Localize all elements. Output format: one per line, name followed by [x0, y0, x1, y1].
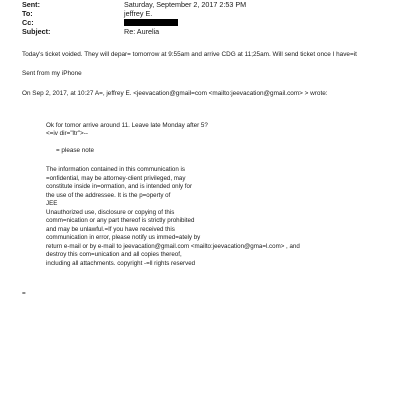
- body-line-ticket: Today's ticket voided. They will depar= tomorrow at 9:55am and arrive CDG at 11;25am. Will send ticket once I have=it: [22, 51, 357, 58]
- body-line-attribution: On Sep 2, 2017, at 10:27 A=, jeffrey E. <jeevacation@gmail=com <mailto:jeevacation@gmail.com> > wrote:: [22, 90, 328, 97]
- header-to-row: [22, 9, 152, 18]
- to-value: jeffrey E.: [124, 9, 153, 18]
- header-sent-row: [22, 0, 246, 9]
- disclaimer-line: the use of the addressee. It is the p=operty of: [46, 191, 171, 199]
- quote-line-markup: <=iv dir="ltr">--: [46, 130, 88, 137]
- disclaimer-line: comm=nication or any part thereof is strictly prohibited: [46, 217, 195, 225]
- disclaimer-line: communication in error, please notify us immed=ately by: [46, 234, 201, 242]
- to-label: To:: [22, 9, 33, 18]
- redaction-bar: [124, 19, 178, 26]
- disclaimer-line: return e-mail or by e-mail to jeevacation@gmail.com <mailto:jeevacation@gma=l.com> , and: [46, 242, 300, 250]
- disclaimer-line: and may be unlawful.=If you have received this: [46, 225, 175, 233]
- sent-value: Saturday, September 2, 2017 2:53 PM: [124, 0, 247, 9]
- disclaimer-line: =onfidential, may be attorney-client privileged, may: [46, 174, 186, 182]
- cc-label: Cc:: [22, 18, 34, 27]
- subject-value: Re: Aurelia: [124, 27, 160, 36]
- quote-line-plan: Ok for tomor arrive around 11. Leave late Monday after 5?: [46, 122, 208, 129]
- header-subject-row: [22, 27, 159, 36]
- subject-label: Subject:: [22, 27, 51, 36]
- confidentiality-disclaimer: [46, 166, 300, 269]
- body-line-signature: Sent from my iPhone: [22, 70, 82, 77]
- disclaimer-line: destroy this com=unication and all copies thereof,: [46, 251, 182, 259]
- sent-label: Sent:: [22, 0, 40, 9]
- trailing-equals: =: [22, 290, 26, 297]
- disclaimer-line: JEE: [46, 200, 58, 208]
- quote-line-note: = please note: [56, 147, 94, 154]
- disclaimer-line: including all attachments. copyright -=ll rights reserved: [46, 260, 196, 268]
- header-cc-row: [22, 18, 178, 27]
- disclaimer-line: The information contained in this communication is: [46, 166, 185, 173]
- disclaimer-line: Unauthorized use, disclosure or copying of this: [46, 208, 175, 216]
- disclaimer-line: constitute inside in=ormation, and is intended only for: [46, 183, 193, 191]
